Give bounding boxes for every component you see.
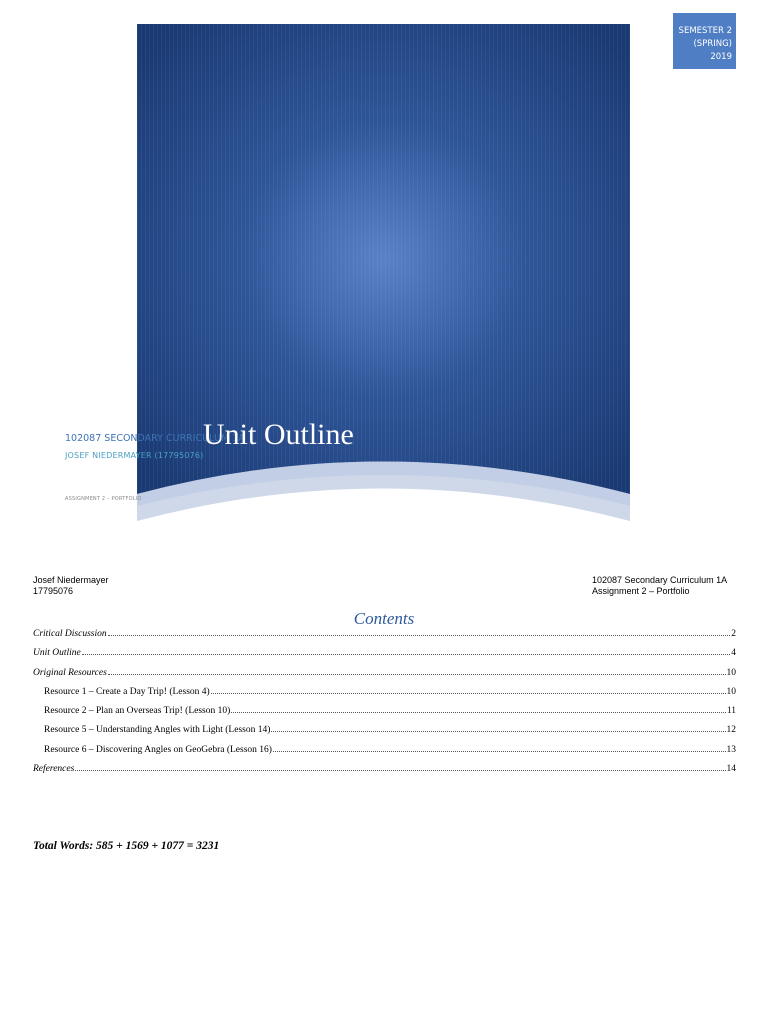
toc-page-number[interactable]: 13 (726, 744, 736, 755)
header-assignment: Assignment 2 – Portfolio (592, 586, 690, 596)
toc-dot-leader (271, 731, 725, 732)
page-header-left (33, 575, 109, 597)
toc-dot-leader (82, 654, 730, 655)
toc-dot-leader (273, 751, 726, 752)
toc-entry-label[interactable]: Resource 5 – Understanding Angles with Light (Lesson 14) (44, 725, 271, 736)
toc-entry-label[interactable]: References (33, 764, 75, 775)
toc-page-number[interactable]: 12 (726, 725, 736, 736)
toc-entry-label[interactable]: Resource 1 – Create a Day Trip! (Lesson 4) (44, 686, 210, 697)
toc-page-number[interactable]: 11 (726, 706, 736, 717)
toc-dot-leader (108, 674, 726, 675)
toc-entry[interactable] (33, 648, 736, 667)
toc-entry-label[interactable]: Resource 6 – Discovering Angles on GeoGebra (Lesson 16) (44, 744, 272, 755)
toc-entry[interactable] (33, 764, 736, 783)
toc-entry[interactable] (33, 629, 736, 648)
toc-entry[interactable] (33, 725, 736, 744)
toc-entry[interactable] (33, 706, 736, 725)
assignment-line: ASSIGNMENT 2 – PORTFOLIO (65, 496, 142, 502)
semester-year: 2019 (710, 52, 732, 62)
toc-dot-leader (75, 770, 725, 771)
toc-page-number[interactable]: 10 (726, 667, 736, 678)
toc-page-number[interactable]: 2 (731, 629, 736, 639)
document-title: Unit Outline (203, 418, 354, 451)
toc-entry-label[interactable]: Critical Discussion (33, 629, 107, 639)
toc-dot-leader (231, 712, 726, 713)
header-author-name: Josef Niedermayer (33, 575, 109, 585)
toc-entry[interactable] (33, 745, 736, 764)
total-words: Total Words: 585 + 1569 + 1077 = 3231 (33, 840, 220, 852)
toc-page-number[interactable]: 14 (726, 764, 736, 775)
course-title: 102087 SECONDARY CURRICULUM 1A (65, 433, 245, 444)
table-of-contents (33, 629, 736, 783)
toc-page-number[interactable]: 4 (731, 648, 736, 659)
author-line: JOSEF NIEDERMAYER (17795076) (65, 451, 204, 460)
toc-dot-leader (108, 635, 731, 636)
toc-entry[interactable] (33, 668, 736, 687)
header-student-id: 17795076 (33, 586, 74, 596)
toc-entry-label[interactable]: Resource 2 – Plan an Overseas Trip! (Lesson 10) (44, 706, 231, 717)
semester-badge (673, 13, 736, 69)
page-header-right (592, 575, 727, 597)
toc-dot-leader (211, 693, 726, 694)
toc-entry-label[interactable]: Original Resources (33, 667, 107, 678)
toc-entry-label[interactable]: Unit Outline (33, 648, 81, 659)
contents-heading: Contents (353, 609, 415, 628)
toc-entry[interactable] (33, 687, 736, 706)
semester-season: (SPRING) (693, 39, 732, 49)
semester-label: SEMESTER 2 (678, 26, 732, 36)
header-course: 102087 Secondary Curriculum 1A (592, 575, 728, 585)
toc-page-number[interactable]: 10 (726, 686, 736, 697)
